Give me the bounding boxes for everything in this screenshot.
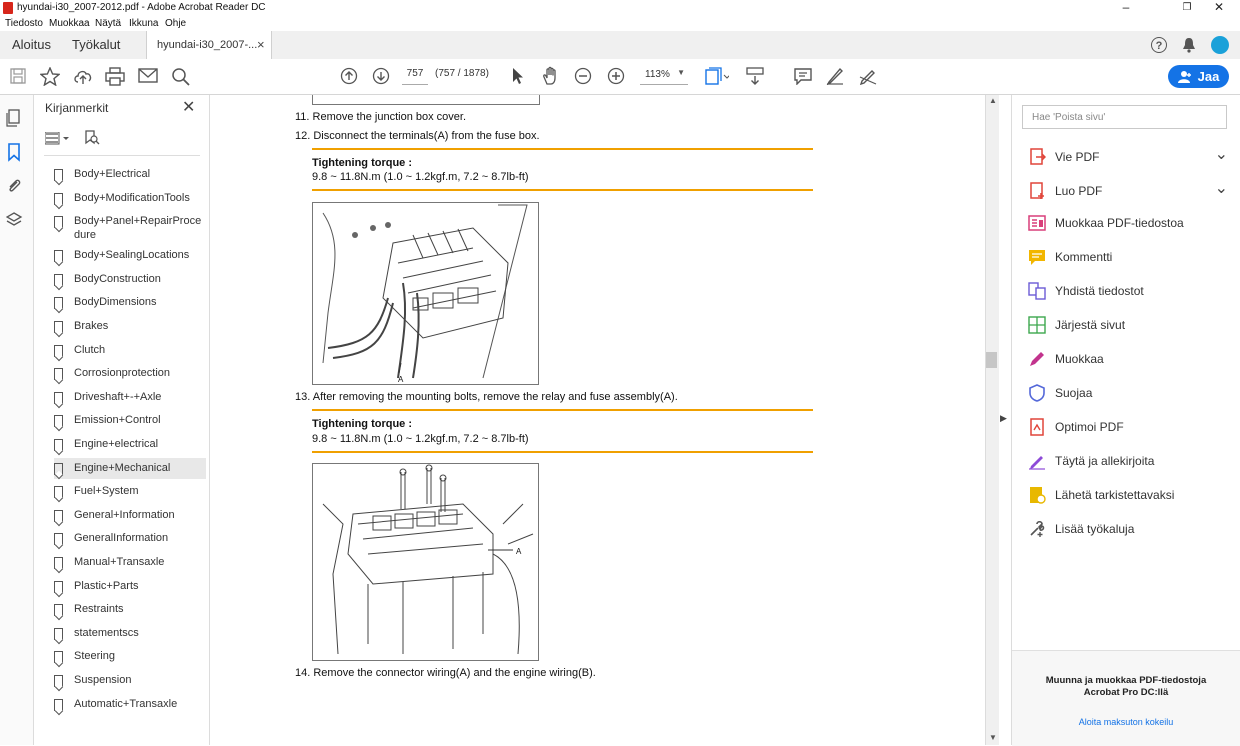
- navigation-rail: [0, 95, 34, 745]
- tool-edit-pdf[interactable]: [1028, 213, 1228, 235]
- send-review-icon: [1028, 486, 1046, 504]
- menu-view[interactable]: Näytä: [95, 18, 122, 29]
- optimize-pdf-icon: [1028, 418, 1046, 436]
- fuse-box-figure: [312, 202, 539, 385]
- bookmark-icon: [54, 463, 63, 475]
- tool-label: Suojaa: [1055, 386, 1093, 400]
- right-panel-divider: [999, 95, 1012, 745]
- bookmark-label: Steering: [74, 650, 115, 663]
- organize-pages-icon: [1028, 316, 1046, 334]
- zoom-in-icon[interactable]: [607, 67, 625, 85]
- bookmark-icon: [54, 250, 63, 262]
- bookmark-label: GeneralInformation: [74, 532, 169, 545]
- search-icon[interactable]: [171, 67, 191, 87]
- promo-title: Muunna ja muokkaa PDF-tiedostoja Acrobat Pro DC:llä: [1045, 675, 1207, 698]
- email-icon[interactable]: [138, 68, 158, 84]
- tool-more-tools[interactable]: [1028, 519, 1228, 541]
- bookmark-label: Emission+Control: [74, 414, 161, 427]
- bookmark-label: Plastic+Parts: [74, 579, 139, 592]
- bookmark-icon: [54, 216, 63, 228]
- bookmarks-panel-title: Kirjanmerkit: [45, 101, 109, 115]
- bookmark-label: Automatic+Transaxle: [74, 697, 178, 710]
- scrollbar-thumb[interactable]: [986, 352, 997, 368]
- menu-bar: [0, 17, 1240, 31]
- bookmark-icon: [54, 581, 63, 593]
- bookmark-icon: [54, 169, 63, 181]
- bookmark-item[interactable]: [54, 340, 206, 361]
- upgrade-promo: [1012, 650, 1240, 746]
- zoom-level-value: 113%: [645, 69, 670, 80]
- create-pdf-icon: [1028, 182, 1046, 200]
- save-icon[interactable]: [10, 68, 26, 84]
- share-button-label: Jaa: [1197, 69, 1220, 84]
- relay-fuse-assembly-figure: [312, 463, 539, 661]
- page-thumbnails-icon[interactable]: [6, 109, 26, 129]
- tool-label: Kommentti: [1055, 250, 1113, 264]
- bookmark-label: Body+SealingLocations: [74, 249, 190, 262]
- tab-bar: [0, 31, 1240, 60]
- step-11: 11. Remove the junction box cover.: [295, 111, 467, 123]
- chevron-down-icon[interactable]: ⌄: [1214, 180, 1228, 197]
- tab-document[interactable]: [146, 31, 272, 59]
- next-page-icon[interactable]: [372, 67, 390, 85]
- layers-icon[interactable]: [6, 211, 26, 231]
- bookmark-item[interactable]: [54, 211, 206, 244]
- edit-icon: [1028, 350, 1046, 368]
- bookmark-item[interactable]: [54, 458, 206, 479]
- upload-cloud-icon[interactable]: [73, 67, 93, 86]
- export-pdf-icon: [1028, 148, 1046, 166]
- bookmark-item[interactable]: [54, 646, 206, 667]
- tool-create-pdf[interactable]: [1028, 181, 1228, 203]
- tool-label: Yhdistä tiedostot: [1055, 284, 1144, 298]
- menu-window[interactable]: Ikkuna: [129, 18, 159, 29]
- tool-label: Muokkaa: [1055, 352, 1104, 366]
- bookmark-item[interactable]: [54, 292, 206, 313]
- bookmark-item[interactable]: [54, 164, 206, 185]
- tab-home[interactable]: Aloitus: [12, 37, 52, 52]
- bookmark-icon: [54, 392, 63, 404]
- menu-help[interactable]: Ohje: [165, 18, 187, 29]
- bookmark-icon: [54, 557, 63, 569]
- vertical-scrollbar[interactable]: [985, 95, 999, 745]
- bookmark-item[interactable]: [54, 694, 206, 715]
- bookmark-item[interactable]: [54, 670, 206, 691]
- page-count: (757 / 1878): [435, 68, 489, 79]
- document-view[interactable]: [210, 95, 985, 745]
- toolbar: [0, 59, 1240, 95]
- tool-label: Optimoi PDF: [1055, 420, 1124, 434]
- scrolling-mode-icon[interactable]: [745, 67, 765, 85]
- torque-label: Tightening torque :: [312, 418, 413, 430]
- fit-page-icon[interactable]: [705, 67, 729, 85]
- bookmark-label: Body+Electrical: [74, 168, 151, 180]
- previous-page-icon[interactable]: [340, 67, 358, 85]
- bookmark-item[interactable]: [54, 505, 206, 526]
- bookmark-item[interactable]: [54, 599, 206, 620]
- bookmark-item[interactable]: [54, 316, 206, 337]
- page-number-input[interactable]: 757: [402, 68, 428, 85]
- bookmark-item[interactable]: [54, 363, 206, 384]
- tab-document-label: hyundai-i30_2007-...: [157, 39, 258, 51]
- bookmark-icon: [54, 486, 63, 498]
- sign-icon[interactable]: [858, 67, 878, 85]
- bookmark-label: Body+Panel+RepairProce dure: [74, 215, 202, 242]
- chevron-down-icon: ▼: [677, 68, 685, 77]
- acrobat-app-icon: [3, 2, 13, 14]
- avatar[interactable]: [1211, 36, 1229, 54]
- share-button[interactable]: [1168, 65, 1229, 88]
- find-bookmark-icon[interactable]: [84, 130, 100, 146]
- bookmark-label: Engine+electrical: [74, 438, 159, 450]
- print-icon[interactable]: [105, 67, 125, 86]
- star-bookmark-icon[interactable]: [40, 67, 60, 86]
- bookmark-icon: [54, 675, 63, 687]
- fuse-box-drawing: [313, 203, 538, 384]
- bookmark-label: Driveshaft+-+Axle: [74, 390, 162, 403]
- bookmark-item[interactable]: [54, 245, 206, 266]
- bookmark-icon: [54, 345, 63, 357]
- tools-search-input[interactable]: Hae 'Poista sivu': [1022, 105, 1227, 129]
- maximize-button[interactable]: ❐: [1182, 2, 1192, 13]
- bookmark-icon: [54, 415, 63, 427]
- title-bar: [0, 0, 1240, 17]
- step-12: 12. Disconnect the terminals(A) from the fuse box.: [295, 130, 540, 142]
- torque-rule-bottom: [312, 189, 813, 191]
- torque-rule-bottom: [312, 451, 813, 453]
- bookmark-item[interactable]: [54, 528, 206, 549]
- tool-label: Luo PDF: [1055, 184, 1103, 198]
- tool-edit[interactable]: [1028, 349, 1228, 371]
- tool-combine-files[interactable]: [1028, 281, 1228, 303]
- bookmark-item[interactable]: [54, 410, 206, 431]
- menu-file[interactable]: Tiedosto: [5, 18, 43, 29]
- comment-icon: [1028, 248, 1046, 266]
- comment-icon[interactable]: [794, 67, 812, 85]
- tab-tools[interactable]: Työkalut: [72, 37, 121, 52]
- bookmark-label: Corrosionprotection: [74, 367, 170, 380]
- step-14: 14. Remove the connector wiring(A) and the engine wiring(B).: [295, 667, 596, 679]
- minimize-button[interactable]: –: [1122, 0, 1130, 14]
- bookmark-icon: [54, 510, 63, 522]
- chevron-down-icon[interactable]: ⌄: [1214, 146, 1228, 163]
- tool-label: Järjestä sivut: [1055, 318, 1126, 332]
- tool-optimize-pdf[interactable]: [1028, 417, 1228, 439]
- torque-label: Tightening torque :: [312, 157, 413, 169]
- bookmark-icon: [54, 699, 63, 711]
- torque-rule-top: [312, 409, 813, 411]
- figure-callout-a: A: [398, 375, 404, 384]
- bookmark-icon: [54, 193, 63, 205]
- bookmark-label: BodyDimensions: [74, 296, 157, 309]
- bookmark-icon: [54, 439, 63, 451]
- bookmark-label: Brakes: [74, 320, 109, 332]
- free-trial-link[interactable]: Aloita maksuton kokeilu: [1078, 717, 1174, 727]
- scroll-up-icon[interactable]: ▲: [989, 96, 997, 105]
- highlight-pen-icon[interactable]: [826, 67, 844, 85]
- protect-icon: [1028, 384, 1046, 402]
- previous-figure-frame: [312, 95, 540, 105]
- bookmark-icon: [54, 321, 63, 333]
- tool-label: Lisää työkaluja: [1055, 522, 1135, 536]
- fill-sign-icon: [1028, 452, 1046, 470]
- tools-panel: [1012, 95, 1240, 745]
- zoom-out-icon[interactable]: [574, 67, 592, 85]
- bookmark-label: statementscs: [74, 626, 139, 639]
- bookmarks-panel: [34, 95, 210, 745]
- hand-tool-icon[interactable]: [541, 66, 561, 86]
- window-title: hyundai-i30_2007-2012.pdf - Adobe Acrobat Reader DC: [17, 2, 266, 13]
- bookmark-icon: [54, 628, 63, 640]
- tool-fill-sign[interactable]: [1028, 451, 1228, 473]
- bookmark-label: Manual+Transaxle: [74, 556, 165, 568]
- tool-label: Vie PDF: [1055, 150, 1100, 164]
- menu-edit[interactable]: Muokkaa: [49, 18, 90, 29]
- tool-comment[interactable]: [1028, 247, 1228, 269]
- bookmark-item[interactable]: [54, 576, 206, 597]
- attachments-icon[interactable]: [6, 177, 26, 197]
- bookmark-icon: [54, 651, 63, 663]
- bookmark-icon: [54, 297, 63, 309]
- divider: [44, 155, 200, 156]
- bookmark-item[interactable]: [54, 481, 206, 502]
- select-cursor-icon[interactable]: [510, 67, 526, 85]
- tool-organize-pages[interactable]: [1028, 315, 1228, 337]
- tool-label: Täytä ja allekirjoita: [1055, 454, 1155, 468]
- bookmark-label: General+Information: [74, 508, 175, 521]
- zoom-level-select[interactable]: [640, 68, 688, 85]
- tool-send-review[interactable]: [1028, 485, 1228, 507]
- bookmark-label: Fuel+System: [74, 485, 139, 498]
- edit-pdf-icon: [1028, 214, 1046, 232]
- tool-label: Muokkaa PDF-tiedostoa: [1055, 216, 1184, 230]
- tool-export-pdf[interactable]: [1028, 147, 1228, 169]
- bookmark-icon: [54, 533, 63, 545]
- notifications-bell-icon[interactable]: [1182, 37, 1196, 53]
- torque-rule-top: [312, 148, 813, 150]
- tool-label: Lähetä tarkistettavaksi: [1055, 488, 1175, 502]
- tool-protect[interactable]: [1028, 383, 1228, 405]
- bookmark-label: Suspension: [74, 674, 132, 686]
- add-person-icon: [1178, 70, 1192, 83]
- bookmark-item[interactable]: [54, 188, 206, 209]
- bookmark-item[interactable]: [54, 269, 206, 290]
- bookmark-icon: [54, 274, 63, 286]
- close-window-button[interactable]: ✕: [1213, 0, 1225, 14]
- relay-fuse-assembly-drawing: [313, 464, 538, 660]
- bookmark-icon: [54, 368, 63, 380]
- bookmark-item[interactable]: [54, 552, 206, 573]
- bookmark-label: BodyConstruction: [74, 272, 161, 285]
- close-panel-button[interactable]: ✕: [182, 99, 196, 116]
- bookmark-label: Body+ModificationTools: [74, 191, 190, 204]
- expand-right-panel-icon[interactable]: ▶: [1000, 413, 1007, 423]
- tab-close-icon[interactable]: ×: [257, 37, 265, 52]
- bookmark-label: Clutch: [74, 343, 106, 356]
- step-13: 13. After removing the mounting bolts, remove the relay and fuse assembly(A).: [295, 391, 678, 403]
- scroll-down-icon[interactable]: ▼: [989, 733, 997, 742]
- more-tools-icon: [1028, 520, 1046, 538]
- bookmark-label: Engine+Mechanical: [74, 461, 171, 474]
- figure-callout-a: A: [516, 547, 522, 556]
- combine-files-icon: [1028, 282, 1046, 300]
- bookmark-label: Restraints: [74, 603, 124, 616]
- bookmark-icon: [54, 604, 63, 616]
- torque-value: 9.8 ~ 11.8N.m (1.0 ~ 1.2kgf.m, 7.2 ~ 8.7lb-ft): [312, 171, 529, 183]
- options-menu-icon[interactable]: [45, 132, 71, 146]
- bookmarks-icon[interactable]: [6, 143, 26, 163]
- help-icon[interactable]: ?: [1151, 37, 1167, 53]
- bookmark-item[interactable]: [54, 434, 206, 455]
- torque-value: 9.8 ~ 11.8N.m (1.0 ~ 1.2kgf.m, 7.2 ~ 8.7lb-ft): [312, 433, 529, 445]
- bookmark-item[interactable]: [54, 387, 206, 408]
- bookmark-item[interactable]: [54, 623, 206, 644]
